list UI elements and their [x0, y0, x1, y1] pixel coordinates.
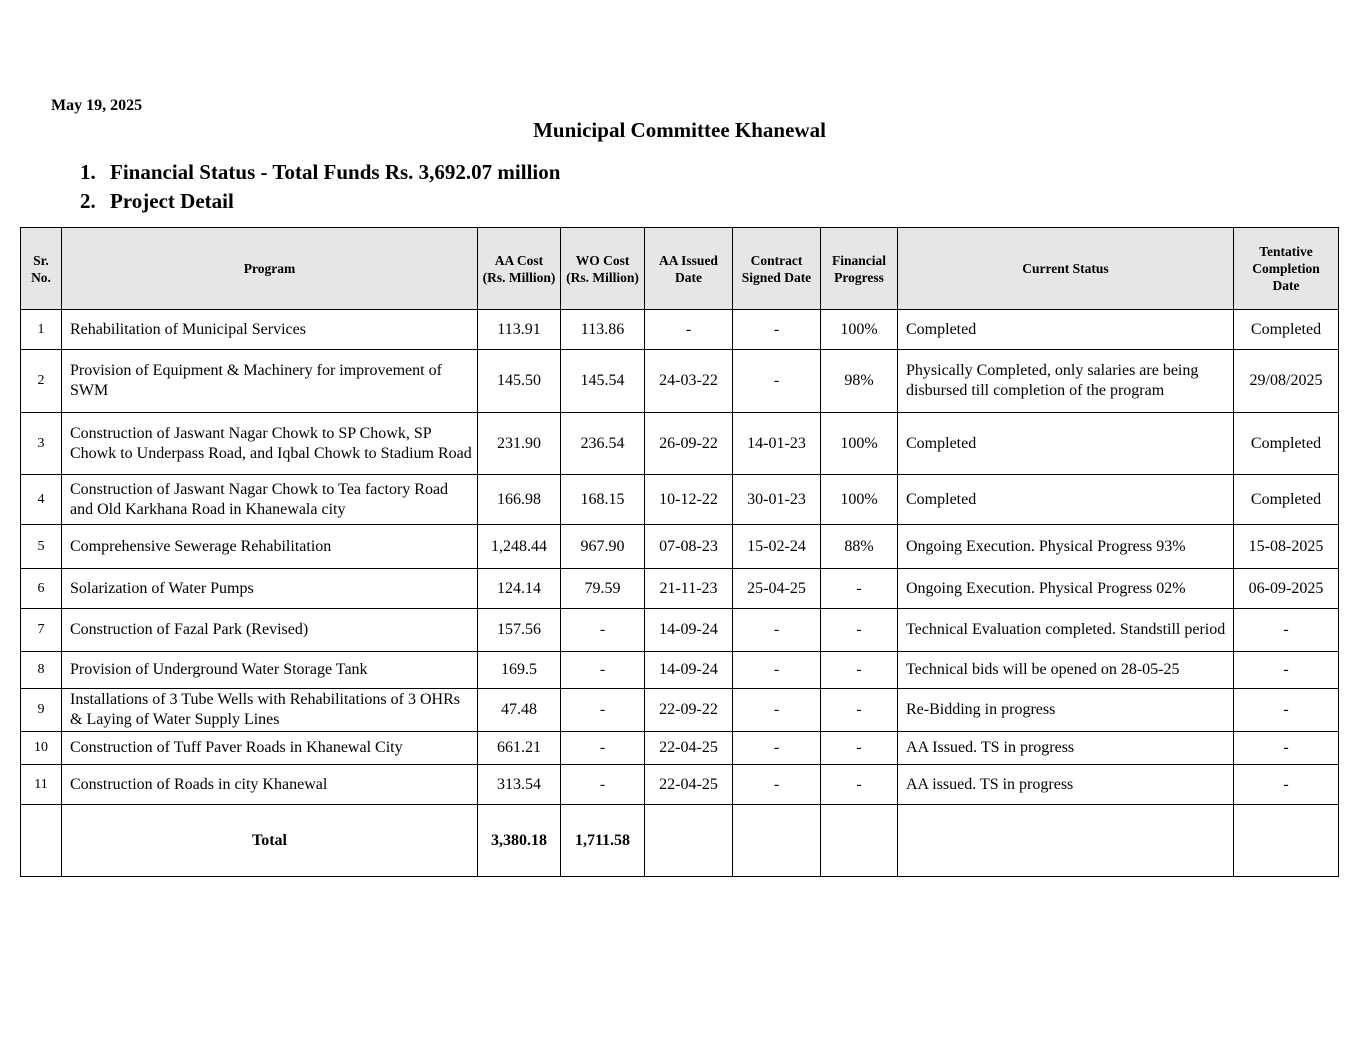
cell-status: Technical bids will be opened on 28-05-25	[898, 652, 1234, 689]
heading-number: 1.	[80, 160, 96, 184]
cell-aa-date: -	[645, 310, 733, 350]
cell-total-aa-cost: 3,380.18	[478, 805, 561, 877]
cell-progress: 100%	[821, 310, 898, 350]
cell-contract-date: 14-01-23	[733, 413, 821, 475]
cell-aa-cost: 169.5	[478, 652, 561, 689]
cell-contract-date: -	[733, 652, 821, 689]
cell-wo-cost: 168.15	[561, 475, 645, 525]
col-header-aa-cost: AA Cost (Rs. Million)	[478, 228, 561, 310]
cell-wo-cost: -	[561, 732, 645, 765]
table-row	[21, 525, 1339, 569]
cell-progress: -	[821, 609, 898, 652]
cell-wo-cost: 236.54	[561, 413, 645, 475]
cell-completion: -	[1234, 689, 1339, 732]
cell-sr-no: 7	[21, 609, 62, 652]
heading-text: Financial Status - Total Funds Rs. 3,692.07 million	[110, 160, 561, 184]
cell-progress: 100%	[821, 475, 898, 525]
cell-wo-cost: 113.86	[561, 310, 645, 350]
document-date: May 19, 2025	[51, 97, 143, 114]
heading-project-detail	[80, 187, 560, 216]
cell-sr-no: 5	[21, 525, 62, 569]
cell-wo-cost: 967.90	[561, 525, 645, 569]
cell-contract-date: -	[733, 310, 821, 350]
cell-sr-no: 11	[21, 765, 62, 805]
cell-aa-cost: 157.56	[478, 609, 561, 652]
cell-sr-no: 2	[21, 350, 62, 413]
cell-aa-date: 07-08-23	[645, 525, 733, 569]
col-header-current-status: Current Status	[898, 228, 1234, 310]
table-row	[21, 765, 1339, 805]
cell-contract-date: -	[733, 609, 821, 652]
cell-aa-cost: 1,248.44	[478, 525, 561, 569]
cell-sr-no: 1	[21, 310, 62, 350]
cell-completion: Completed	[1234, 310, 1339, 350]
table-row	[21, 413, 1339, 475]
cell-completion: -	[1234, 609, 1339, 652]
cell-wo-cost: -	[561, 689, 645, 732]
cell-aa-date: 22-09-22	[645, 689, 733, 732]
cell-progress: -	[821, 689, 898, 732]
col-header-tentative-completion: Tentative Completion Date	[1234, 228, 1339, 310]
cell-sr-no: 8	[21, 652, 62, 689]
cell-program: Solarization of Water Pumps	[62, 569, 478, 609]
cell-aa-date: 26-09-22	[645, 413, 733, 475]
cell-wo-cost: 145.54	[561, 350, 645, 413]
cell-status: Physically Completed, only salaries are being disbursed till completion of the program	[898, 350, 1234, 413]
cell-completion: -	[1234, 652, 1339, 689]
cell-total-label: Total	[62, 805, 478, 877]
table-row	[21, 652, 1339, 689]
cell-completion: Completed	[1234, 475, 1339, 525]
cell-aa-date: 24-03-22	[645, 350, 733, 413]
cell-total-wo-cost: 1,711.58	[561, 805, 645, 877]
cell-sr-no: 4	[21, 475, 62, 525]
cell-contract-date: -	[733, 732, 821, 765]
table-row	[21, 310, 1339, 350]
cell-aa-date: 10-12-22	[645, 475, 733, 525]
cell-contract-date: 15-02-24	[733, 525, 821, 569]
total-row	[21, 805, 1339, 877]
cell-total-empty	[821, 805, 898, 877]
cell-aa-date: 22-04-25	[645, 765, 733, 805]
cell-status: Completed	[898, 310, 1234, 350]
cell-status: Re-Bidding in progress	[898, 689, 1234, 732]
cell-wo-cost: -	[561, 609, 645, 652]
cell-progress: 100%	[821, 413, 898, 475]
col-header-aa-issued-date: AA Issued Date	[645, 228, 733, 310]
cell-program: Provision of Equipment & Machinery for improvement of SWM	[62, 350, 478, 413]
col-header-sr-no: Sr. No.	[21, 228, 62, 310]
col-header-financial-progress: Financial Progress	[821, 228, 898, 310]
project-table	[20, 227, 1339, 877]
cell-status: Ongoing Execution. Physical Progress 02%	[898, 569, 1234, 609]
cell-aa-cost: 231.90	[478, 413, 561, 475]
cell-contract-date: -	[733, 765, 821, 805]
col-header-contract-signed-date: Contract Signed Date	[733, 228, 821, 310]
cell-progress: -	[821, 765, 898, 805]
cell-sr-no: 3	[21, 413, 62, 475]
table-row	[21, 609, 1339, 652]
cell-completion: 29/08/2025	[1234, 350, 1339, 413]
cell-aa-cost: 113.91	[478, 310, 561, 350]
cell-progress: 88%	[821, 525, 898, 569]
cell-status: Completed	[898, 413, 1234, 475]
cell-contract-date: -	[733, 350, 821, 413]
cell-aa-cost: 124.14	[478, 569, 561, 609]
document-title: Municipal Committee Khanewal	[533, 118, 826, 142]
cell-status: AA issued. TS in progress	[898, 765, 1234, 805]
cell-total-empty	[21, 805, 62, 877]
cell-sr-no: 10	[21, 732, 62, 765]
cell-program: Construction of Tuff Paver Roads in Khanewal City	[62, 732, 478, 765]
cell-aa-date: 14-09-24	[645, 609, 733, 652]
cell-contract-date: 25-04-25	[733, 569, 821, 609]
cell-aa-date: 14-09-24	[645, 652, 733, 689]
table-row	[21, 569, 1339, 609]
cell-aa-date: 21-11-23	[645, 569, 733, 609]
cell-progress: 98%	[821, 350, 898, 413]
cell-program: Construction of Roads in city Khanewal	[62, 765, 478, 805]
cell-total-empty	[898, 805, 1234, 877]
cell-program: Comprehensive Sewerage Rehabilitation	[62, 525, 478, 569]
cell-wo-cost: -	[561, 652, 645, 689]
cell-status: Technical Evaluation completed. Standstill period	[898, 609, 1234, 652]
cell-completion: 06-09-2025	[1234, 569, 1339, 609]
cell-completion: Completed	[1234, 413, 1339, 475]
cell-completion: -	[1234, 732, 1339, 765]
cell-progress: -	[821, 652, 898, 689]
table-header-row	[21, 228, 1339, 310]
cell-total-empty	[733, 805, 821, 877]
cell-contract-date: 30-01-23	[733, 475, 821, 525]
cell-wo-cost: -	[561, 765, 645, 805]
cell-aa-cost: 661.21	[478, 732, 561, 765]
cell-progress: -	[821, 732, 898, 765]
cell-status: Completed	[898, 475, 1234, 525]
cell-status: Ongoing Execution. Physical Progress 93%	[898, 525, 1234, 569]
cell-aa-date: 22-04-25	[645, 732, 733, 765]
heading-financial-status	[80, 158, 560, 187]
cell-completion: -	[1234, 765, 1339, 805]
cell-status: AA Issued. TS in progress	[898, 732, 1234, 765]
cell-total-empty	[1234, 805, 1339, 877]
cell-total-empty	[645, 805, 733, 877]
cell-program: Construction of Jaswant Nagar Chowk to SP Chowk, SP Chowk to Underpass Road, and Iqbal Chowk to Stadium Road	[62, 413, 478, 475]
table-row	[21, 475, 1339, 525]
table-row	[21, 689, 1339, 732]
cell-aa-cost: 145.50	[478, 350, 561, 413]
table-row	[21, 350, 1339, 413]
cell-sr-no: 6	[21, 569, 62, 609]
col-header-wo-cost: WO Cost (Rs. Million)	[561, 228, 645, 310]
heading-text: Project Detail	[110, 189, 234, 213]
cell-aa-cost: 166.98	[478, 475, 561, 525]
cell-program: Rehabilitation of Municipal Services	[62, 310, 478, 350]
cell-sr-no: 9	[21, 689, 62, 732]
cell-completion: 15-08-2025	[1234, 525, 1339, 569]
cell-wo-cost: 79.59	[561, 569, 645, 609]
cell-aa-cost: 313.54	[478, 765, 561, 805]
col-header-program: Program	[62, 228, 478, 310]
heading-number: 2.	[80, 189, 96, 213]
cell-program: Construction of Jaswant Nagar Chowk to Tea factory Road and Old Karkhana Road in Khanewala city	[62, 475, 478, 525]
cell-program: Installations of 3 Tube Wells with Rehabilitations of 3 OHRs & Laying of Water Supply Lines	[62, 689, 478, 732]
cell-program: Provision of Underground Water Storage Tank	[62, 652, 478, 689]
cell-progress: -	[821, 569, 898, 609]
section-headings	[80, 158, 560, 216]
cell-program: Construction of Fazal Park (Revised)	[62, 609, 478, 652]
cell-aa-cost: 47.48	[478, 689, 561, 732]
cell-contract-date: -	[733, 689, 821, 732]
table-row	[21, 732, 1339, 765]
